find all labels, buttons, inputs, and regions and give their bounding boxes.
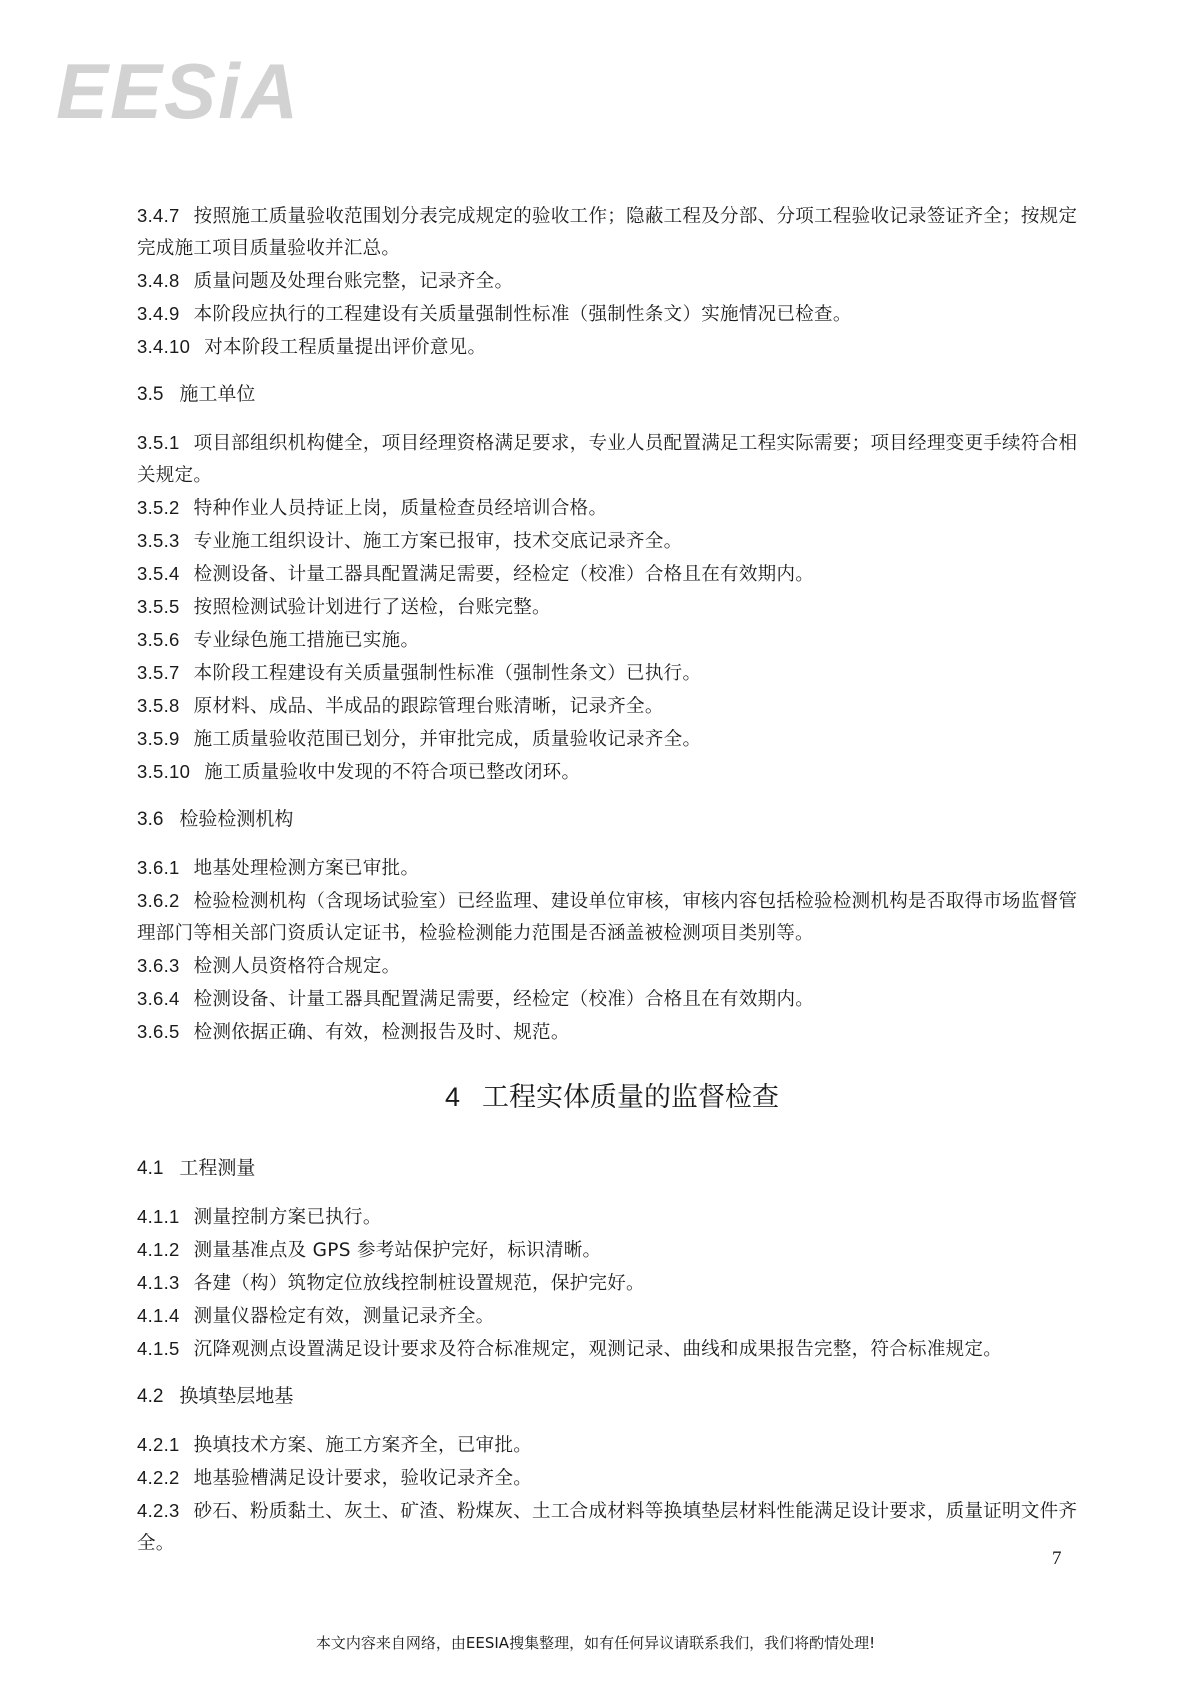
clause-number: 4.1 (137, 1158, 164, 1179)
clause-text: 专业绿色施工措施已实施。 (193, 630, 420, 651)
clause-text: 工程测量 (179, 1157, 256, 1179)
clause-number: 3.6.2 (137, 890, 180, 911)
clause-3-5-2 (137, 492, 1087, 525)
clause-3-5-4 (137, 558, 1087, 591)
clause-number: 3.5.3 (137, 530, 180, 551)
clause-text: 换填技术方案、施工方案齐全，已审批。 (193, 1435, 533, 1456)
clause-number: 4.2.2 (137, 1467, 180, 1488)
section-heading-3-6 (137, 803, 1087, 836)
clause-number: 3.6.3 (137, 955, 180, 976)
document-body (137, 200, 1087, 1560)
clause-text: 施工单位 (179, 383, 256, 405)
clause-number: 3.6.5 (137, 1021, 180, 1042)
clause-number: 4.2.3 (137, 1500, 180, 1521)
clause-3-5-6 (137, 624, 1087, 657)
clause-number: 4.1.4 (137, 1305, 180, 1326)
clause-text: 检测设备、计量工器具配置满足需要，经检定（校准）合格且在有效期内。 (193, 564, 815, 585)
section-heading-4-1 (137, 1152, 1087, 1185)
clause-text: 按照检测试验计划进行了送检，台账完整。 (193, 597, 551, 618)
clause-3-6-4 (137, 983, 1087, 1016)
clause-number: 3.6.1 (137, 857, 180, 878)
clause-3-5-5 (137, 591, 1087, 624)
clause-text: 工程实体质量的监督检查 (482, 1082, 780, 1113)
clause-text: 沉降观测点设置满足设计要求及符合标准规定，观测记录、曲线和成果报告完整，符合标准规定。 (193, 1339, 1003, 1360)
clause-3-6-2 (137, 885, 1087, 950)
clause-4-1-4 (137, 1300, 1087, 1333)
clause-3-5-10 (137, 756, 1087, 789)
clause-3-5-8 (137, 690, 1087, 723)
chapter-heading-4 (137, 1079, 1087, 1116)
clause-4-2-3 (137, 1495, 1087, 1560)
clause-3-5-7 (137, 657, 1087, 690)
clause-3-6-3 (137, 950, 1087, 983)
clause-3-6-1 (137, 852, 1087, 885)
clause-4-2-2 (137, 1462, 1087, 1495)
page-number: 7 (1052, 1548, 1062, 1569)
clause-4-2-1 (137, 1429, 1087, 1462)
clause-3-5-3 (137, 525, 1087, 558)
clause-text: 施工质量验收范围已划分，并审批完成，质量验收记录齐全。 (193, 729, 702, 750)
clause-number: 3.5.2 (137, 497, 180, 518)
clause-text: 本阶段工程建设有关质量强制性标准（强制性条文）已执行。 (193, 663, 702, 684)
clause-number: 4.2 (137, 1386, 164, 1407)
clause-number: 3.5.6 (137, 629, 180, 650)
clause-number: 4.2.1 (137, 1434, 180, 1455)
clause-3-5-1 (137, 427, 1087, 492)
clause-number: 3.5.10 (137, 761, 191, 782)
clause-text: 换填垫层地基 (179, 1385, 294, 1407)
clause-number: 3.6.4 (137, 988, 180, 1009)
clause-text: 检验检测机构 (179, 808, 294, 830)
section-heading-3-5 (137, 378, 1087, 411)
clause-text: 按照施工质量验收范围划分表完成规定的验收工作；隐蔽工程及分部、分项工程验收记录签证齐全；按规定完成施工项目质量验收并汇总。 (137, 206, 1078, 259)
clause-text: 特种作业人员持证上岗，质量检查员经培训合格。 (193, 498, 608, 519)
clause-text: 原材料、成品、半成品的跟踪管理台账清晰，记录齐全。 (193, 696, 664, 717)
clause-number: 3.5.5 (137, 596, 180, 617)
clause-number: 3.5.8 (137, 695, 180, 716)
clause-text: 本阶段应执行的工程建设有关质量强制性标准（强制性条文）实施情况已检查。 (193, 304, 852, 325)
clause-number: 3.5.7 (137, 662, 180, 683)
clause-number: 3.5.1 (137, 432, 180, 453)
clause-number: 4.1.5 (137, 1338, 180, 1359)
eesia-logo: EESiA (56, 47, 301, 135)
clause-3-5-9 (137, 723, 1087, 756)
clause-3-4-10 (137, 331, 1087, 364)
clause-3-6-5 (137, 1016, 1087, 1049)
clause-text: 检测设备、计量工器具配置满足需要，经检定（校准）合格且在有效期内。 (193, 989, 815, 1010)
clause-text: 砂石、粉质黏土、灰土、矿渣、粉煤灰、土工合成材料等换填垫层材料性能满足设计要求，质量证明文件齐全。 (137, 1501, 1078, 1554)
clause-text: 检测依据正确、有效，检测报告及时、规范。 (193, 1022, 570, 1043)
clause-3-4-7 (137, 200, 1087, 265)
clause-number: 4.1.1 (137, 1206, 180, 1227)
clause-text: 地基处理检测方案已审批。 (193, 858, 420, 879)
clause-number: 3.5.9 (137, 728, 180, 749)
clause-4-1-3 (137, 1267, 1087, 1300)
clause-number: 3.4.10 (137, 336, 191, 357)
clause-number: 3.5 (137, 384, 164, 405)
clause-number: 3.4.9 (137, 303, 180, 324)
clause-text: 测量控制方案已执行。 (193, 1207, 382, 1228)
clause-number: 3.6 (137, 809, 164, 830)
clause-text: 检测人员资格符合规定。 (193, 956, 401, 977)
clause-text: 施工质量验收中发现的不符合项已整改闭环。 (204, 762, 581, 783)
clause-text: 检验检测机构（含现场试验室）已经监理、建设单位审核，审核内容包括检验检测机构是否取得市场监督管理部门等相关部门资质认定证书，检验检测能力范围是否涵盖被检测项目类别等。 (137, 891, 1078, 944)
clause-number: 4.1.2 (137, 1239, 180, 1260)
clause-4-1-2 (137, 1234, 1087, 1267)
clause-4-1-1 (137, 1201, 1087, 1234)
clause-text: 各建（构）筑物定位放线控制桩设置规范，保护完好。 (193, 1273, 645, 1294)
clause-text: 测量基准点及 GPS 参考站保护完好，标识清晰。 (193, 1240, 602, 1261)
clause-text: 测量仪器检定有效，测量记录齐全。 (193, 1306, 495, 1327)
clause-text: 对本阶段工程质量提出评价意见。 (204, 337, 487, 358)
clause-text: 项目部组织机构健全，项目经理资格满足要求，专业人员配置满足工程实际需要；项目经理变更手续符合相关规定。 (137, 433, 1078, 486)
footer-disclaimer: 本文内容来自网络，由EESIA搜集整理，如有任何异议请联系我们，我们将酌情处理! (315, 1634, 876, 1652)
clause-text: 质量问题及处理台账完整，记录齐全。 (193, 271, 514, 292)
clause-number: 3.5.4 (137, 563, 180, 584)
clause-4-1-5 (137, 1333, 1087, 1366)
clause-3-4-9 (137, 298, 1087, 331)
clause-text: 地基验槽满足设计要求，验收记录齐全。 (193, 1468, 533, 1489)
clause-number: 3.4.8 (137, 270, 180, 291)
section-heading-4-2 (137, 1380, 1087, 1413)
clause-number: 4 (444, 1082, 461, 1112)
clause-number: 3.4.7 (137, 205, 180, 226)
clause-text: 专业施工组织设计、施工方案已报审，技术交底记录齐全。 (193, 531, 683, 552)
clause-number: 4.1.3 (137, 1272, 180, 1293)
clause-3-4-8 (137, 265, 1087, 298)
